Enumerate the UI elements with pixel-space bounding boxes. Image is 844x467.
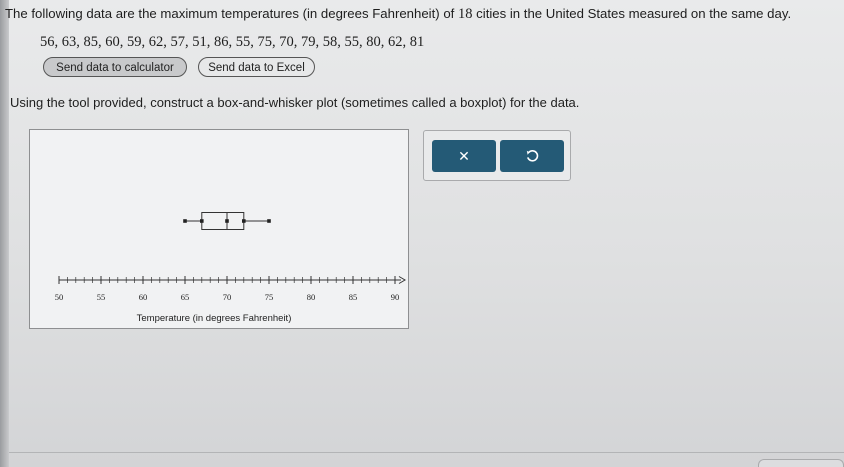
boxplot-chart[interactable]	[30, 130, 410, 330]
instruction-text: Using the tool provided, construct a box-and-whisker plot (sometimes called a boxplot) for the data.	[10, 95, 580, 110]
plot-toolbar	[423, 130, 571, 181]
question-text-end: cities in the United States measured on the same day.	[472, 6, 792, 21]
question-text	[5, 6, 840, 23]
tick-label: 65	[180, 292, 190, 302]
x-axis-label: Temperature (in degrees Fahrenheit)	[136, 313, 292, 324]
send-to-excel-button[interactable]: Send data to Excel	[198, 57, 315, 77]
clear-button[interactable]	[432, 140, 496, 172]
undo-icon	[525, 149, 539, 163]
tick-label: 50	[54, 292, 64, 302]
max-point[interactable]	[267, 219, 271, 223]
x-icon: ✕	[458, 147, 470, 164]
q1-point[interactable]	[200, 219, 204, 223]
tick-label: 75	[264, 292, 274, 302]
iqr-box	[202, 213, 244, 230]
q3-point[interactable]	[242, 219, 246, 223]
boxplot-tool-panel[interactable]	[29, 129, 409, 329]
reset-button[interactable]	[500, 140, 564, 172]
tick-label: 90	[390, 292, 400, 302]
tick-label: 80	[306, 292, 316, 302]
page-divider	[9, 452, 844, 453]
median-point[interactable]	[225, 219, 229, 223]
send-to-calculator-button[interactable]: Send data to calculator	[43, 57, 187, 77]
tick-label: 60	[138, 292, 148, 302]
bottom-tab[interactable]	[758, 459, 844, 467]
city-count: 18	[458, 6, 473, 22]
tick-label: 55	[96, 292, 106, 302]
min-point[interactable]	[183, 219, 187, 223]
question-text-start: The following data are the maximum temperatures (in degrees Fahrenheit) of	[5, 6, 458, 21]
tick-label: 85	[348, 292, 358, 302]
window-edge	[0, 0, 9, 467]
temperature-data-list: 56, 63, 85, 60, 59, 62, 57, 51, 86, 55, 75, 70, 79, 58, 55, 80, 62, 81	[40, 34, 425, 50]
tick-label: 70	[222, 292, 232, 302]
